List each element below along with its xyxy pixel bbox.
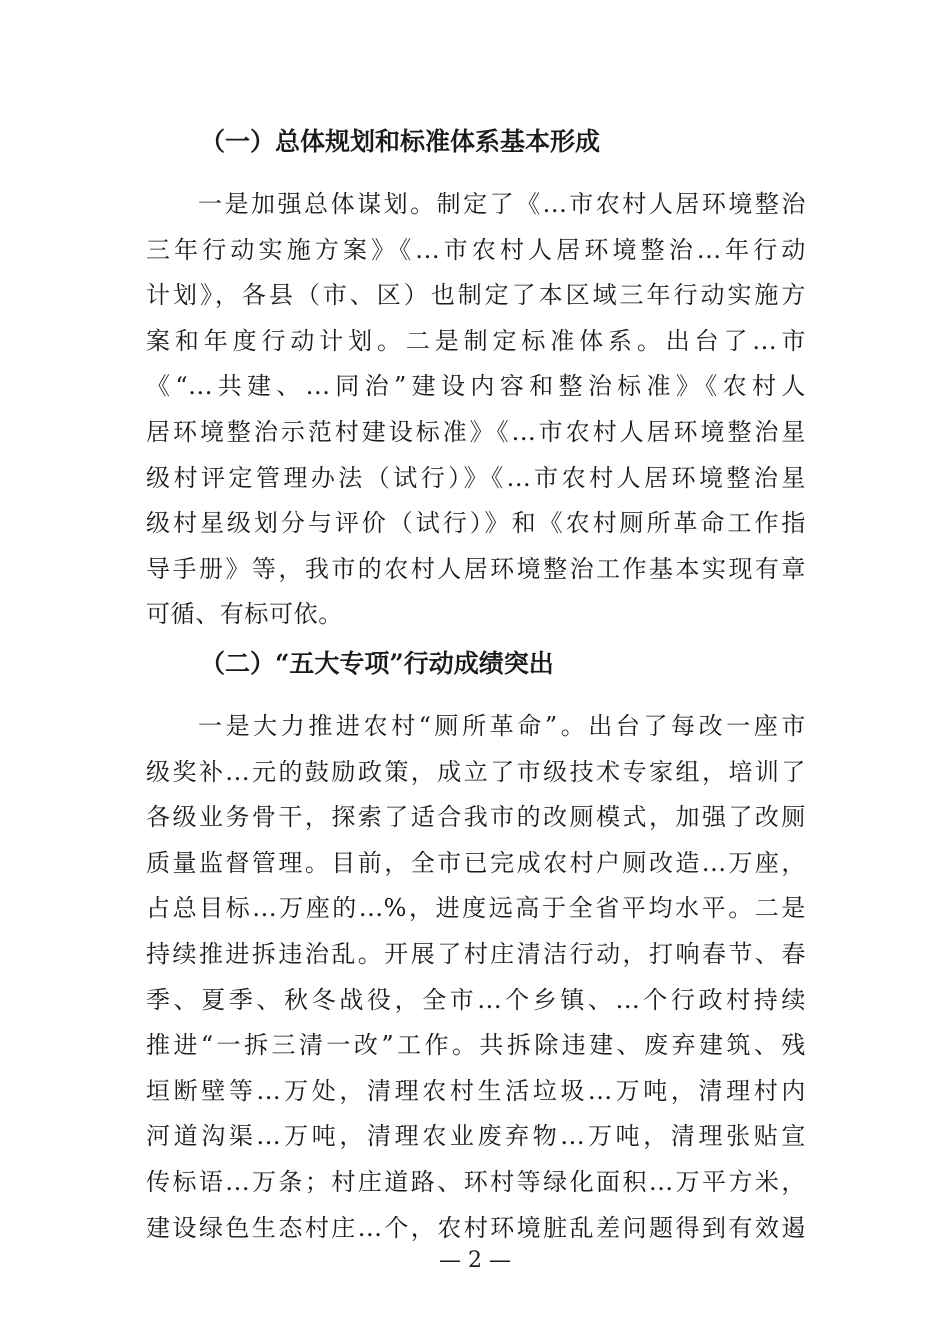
paragraph-line: 垣断壁等...万处，清理农村生活垃圾...万吨，清理村内 — [146, 1076, 806, 1105]
paragraph-line: 一是加强总体谋划。制定了《...市农村人居环境整治 — [198, 190, 806, 218]
paragraph-line: 可循、有标可依。 — [146, 600, 343, 629]
paragraph-line: 持续推进拆违治乱。开展了村庄清洁行动，打响春节、春 — [146, 939, 806, 968]
paragraph-line: 推进“一拆三清一改”工作。共拆除违建、废弃建筑、残 — [146, 1031, 806, 1060]
paragraph-line: 《“...共建、...同治”建设内容和整治标准》《农村人 — [146, 372, 806, 401]
section-heading-1: （一）总体规划和标准体系基本形成 — [200, 127, 601, 156]
paragraph-line: 传标语...万条；村庄道路、环村等绿化面积...万平方米， — [146, 1167, 806, 1196]
paragraph-line: 建设绿色生态村庄...个，农村环境脏乱差问题得到有效遏 — [146, 1213, 806, 1242]
paragraph-line: 导手册》等，我市的农村人居环境整治工作基本实现有章 — [146, 554, 806, 583]
section-2-paragraph — [146, 704, 806, 1251]
paragraph-line: 各级业务骨干，探索了适合我市的改厕模式，加强了改厕 — [146, 803, 806, 832]
section-heading-2: （二）“五大专项”行动成绩突出 — [200, 649, 554, 678]
paragraph-line: 居环境整治示范村建设标准》《...市农村人居环境整治星 — [146, 417, 806, 446]
paragraph-line: 占总目标...万座的...%，进度远高于全省平均水平。二是 — [146, 894, 806, 923]
page-number: — 2 — — [439, 1248, 511, 1273]
paragraph-line: 质量监督管理。目前，全市已完成农村户厕改造...万座， — [146, 848, 806, 877]
section-1-paragraph — [146, 182, 806, 638]
paragraph-line: 级奖补...元的鼓励政策，成立了市级技术专家组，培训了 — [146, 757, 806, 786]
paragraph-line: 一是大力推进农村“厕所革命”。出台了每改一座市 — [198, 712, 806, 740]
paragraph-line: 河道沟渠...万吨，清理农业废弃物...万吨，清理张贴宣 — [146, 1122, 806, 1151]
paragraph-line: 级村评定管理办法（试行）》《...市农村人居环境整治星 — [146, 463, 806, 492]
paragraph-line: 级村星级划分与评价（试行）》和《农村厕所革命工作指 — [146, 509, 806, 538]
paragraph-line: 季、夏季、秋冬战役，全市...个乡镇、...个行政村持续 — [146, 985, 806, 1014]
paragraph-line: 计划》，各县（市、区）也制定了本区域三年行动实施方 — [146, 281, 806, 310]
paragraph-line: 三年行动实施方案》《...市农村人居环境整治...年行动 — [146, 235, 806, 264]
paragraph-line: 案和年度行动计划。二是制定标准体系。出台了...市 — [146, 326, 806, 355]
